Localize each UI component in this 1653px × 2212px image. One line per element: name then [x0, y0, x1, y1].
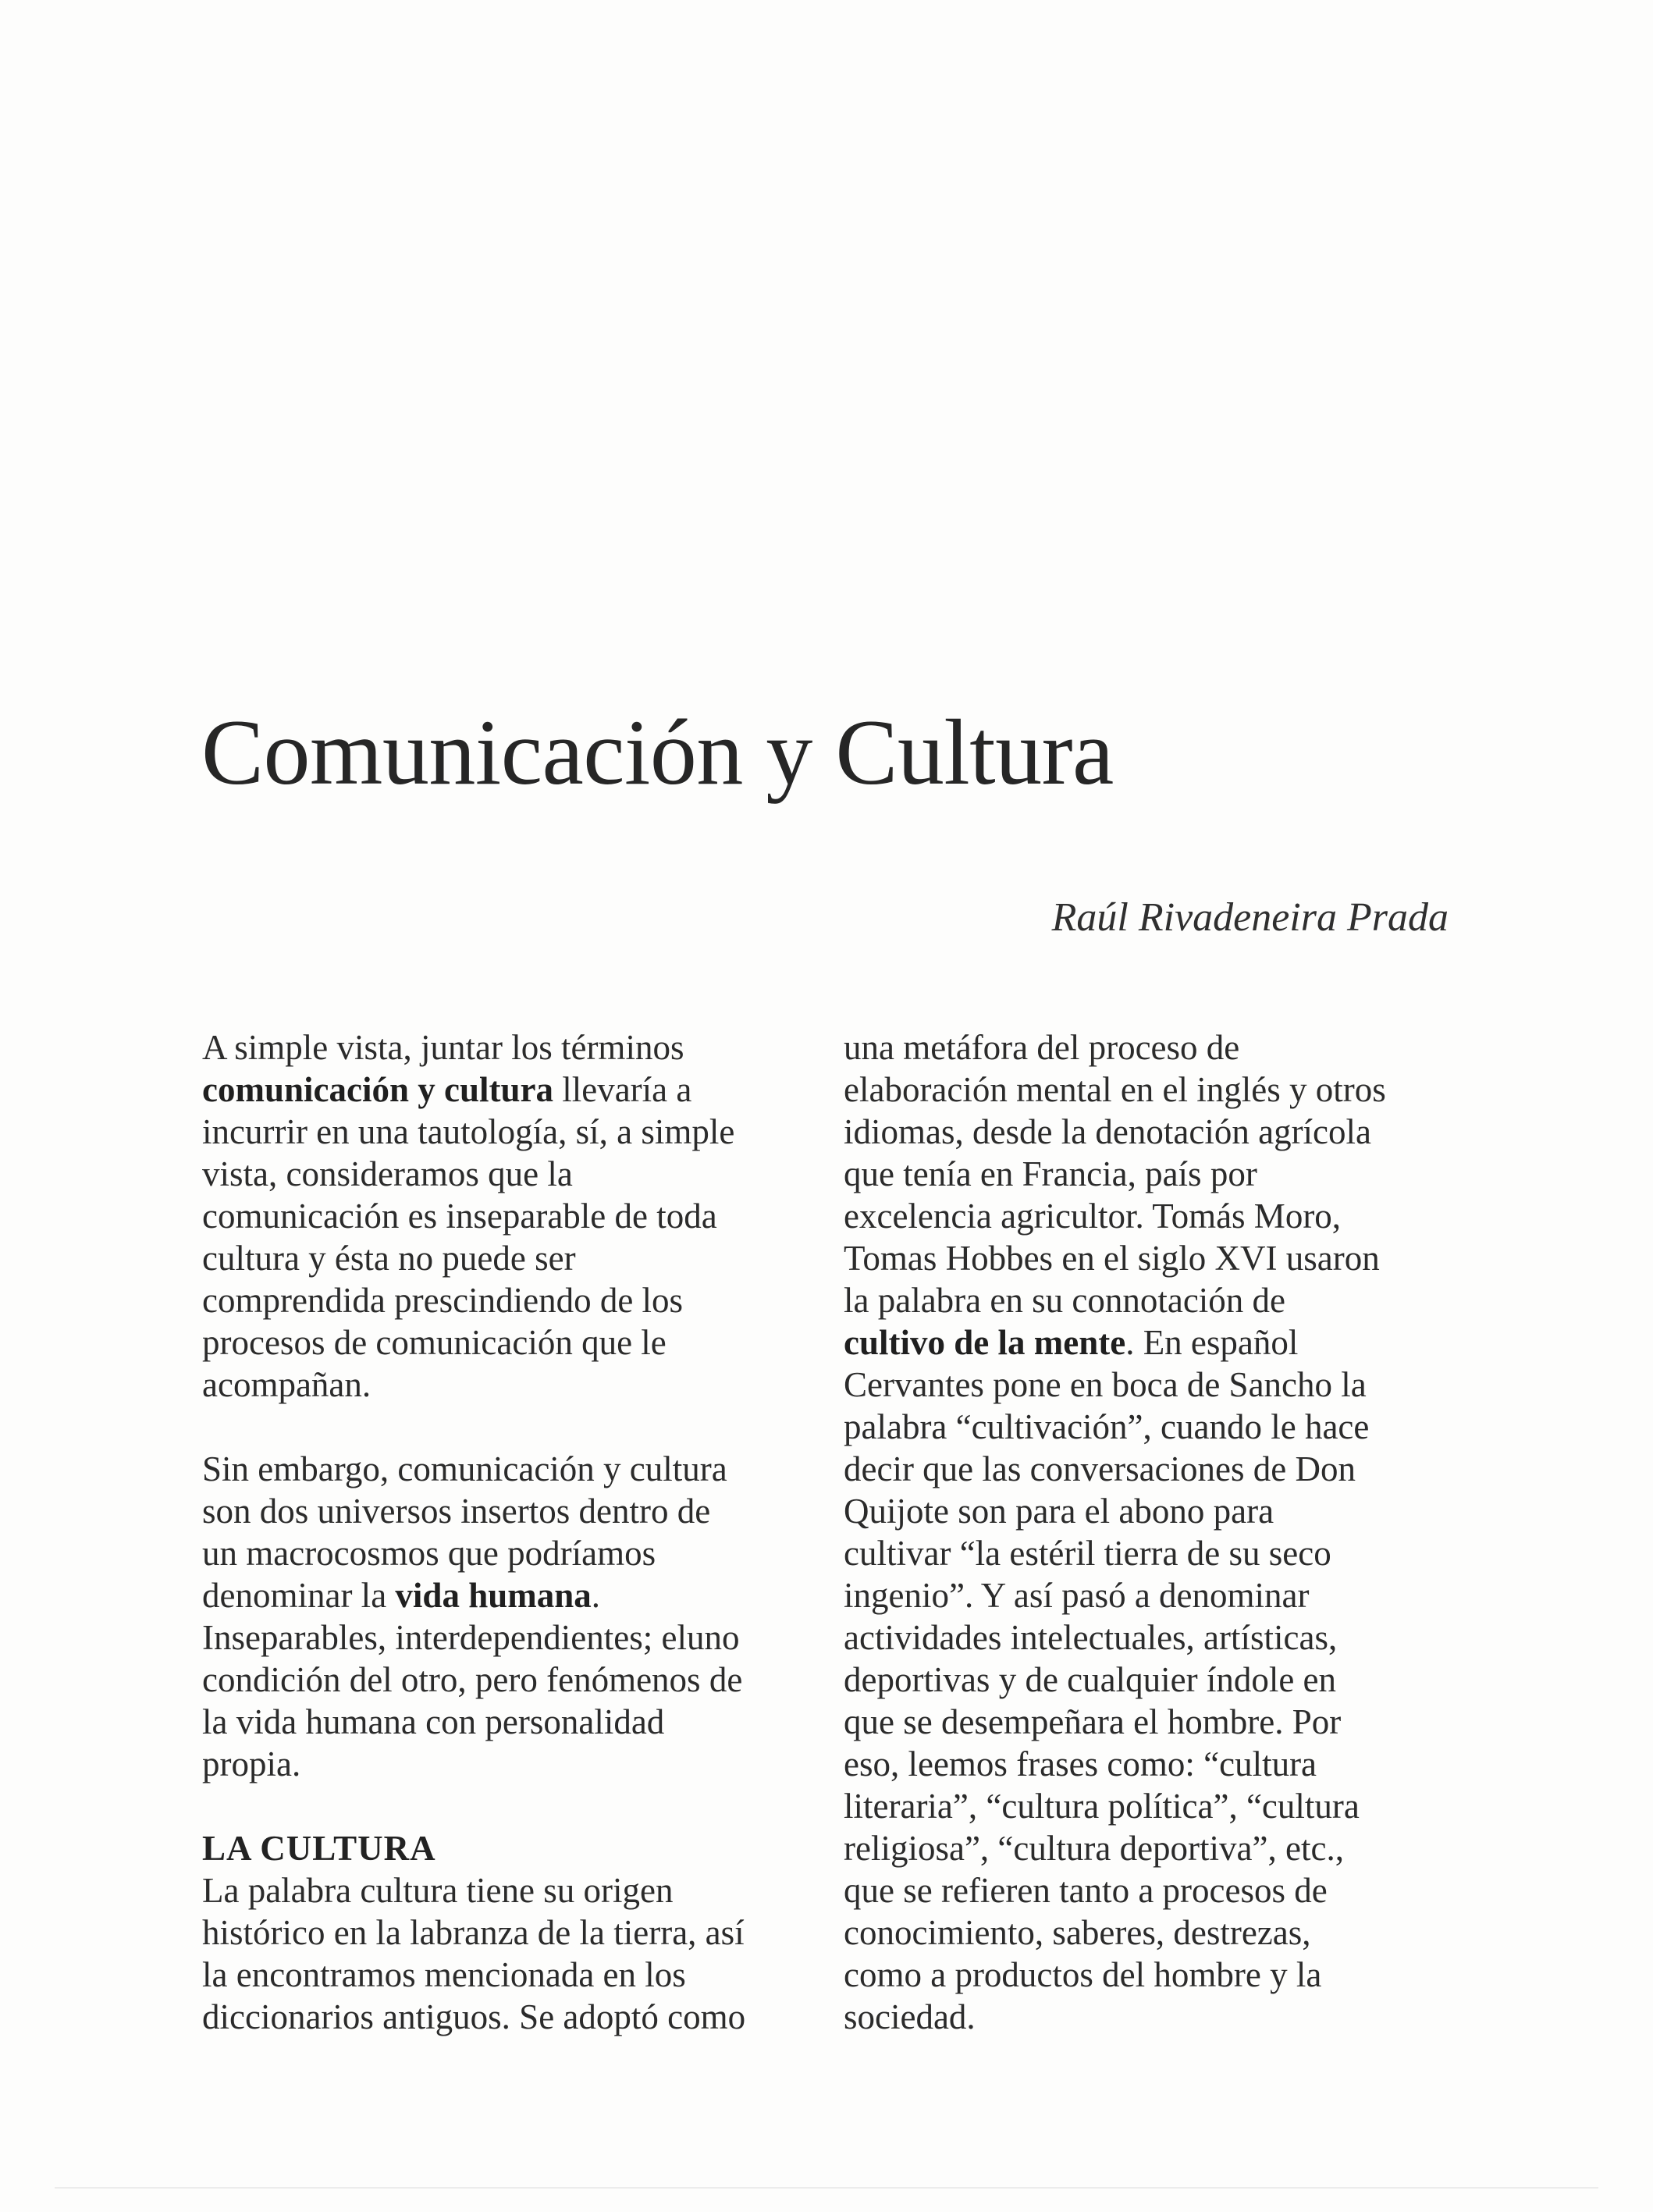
- paragraph-intro: [202, 1026, 826, 1406]
- text-line: condición del otro, pero fenómenos de: [202, 1660, 743, 1699]
- text-line: que se refieren tanto a procesos de: [844, 1871, 1328, 1910]
- text-line: cultura y ésta no puede ser: [202, 1239, 576, 1278]
- text-line: Cervantes pone en boca de Sancho la: [844, 1365, 1367, 1404]
- text-line: idiomas, desde la denotación agrícola: [844, 1112, 1372, 1151]
- text-line: [202, 1574, 826, 1616]
- text-line: como a productos del hombre y la: [844, 1955, 1322, 1994]
- text-line: procesos de comunicación que le: [202, 1323, 667, 1362]
- bold-term: cultivo de la mente: [844, 1323, 1126, 1362]
- text-line: deportivas y de cualquier índole en: [844, 1660, 1337, 1699]
- text-line: religiosa”, “cultura deportiva”, etc.,: [844, 1829, 1344, 1868]
- text-line: Quijote son para el abono para: [844, 1492, 1274, 1531]
- text-line: eso, leemos frases como: “cultura: [844, 1744, 1317, 1783]
- text-fragment: denominar la: [202, 1576, 396, 1615]
- page-title: Comunicación y Cultura: [201, 700, 1114, 804]
- text-line: Tomas Hobbes en el siglo XVI usaron: [844, 1239, 1380, 1278]
- author-byline: Raúl Rivadeneira Prada: [1051, 895, 1449, 940]
- text-line: un macrocosmos que podríamos: [202, 1534, 656, 1573]
- text-line: la encontramos mencionada en los: [202, 1955, 686, 1994]
- text-line: que tenía en Francia, país por: [844, 1154, 1257, 1193]
- bold-term: vida humana: [395, 1576, 592, 1615]
- text-line: histórico en la labranza de la tierra, así: [202, 1913, 745, 1952]
- text-line: Inseparables, interdependientes; eluno: [202, 1618, 740, 1657]
- text-line: diccionarios antiguos. Se adoptó como: [202, 1997, 746, 2036]
- text-line: elaboración mental en el inglés y otros: [844, 1070, 1386, 1109]
- text-line: literaria”, “cultura política”, “cultura: [844, 1787, 1360, 1826]
- text-line: ingenio”. Y así pasó a denominar: [844, 1576, 1310, 1615]
- paragraph-continued: [844, 1026, 1468, 2038]
- text-line: palabra “cultivación”, cuando le hace: [844, 1407, 1370, 1446]
- text-line: que se desempeñara el hombre. Por: [844, 1702, 1342, 1741]
- bold-term: comunicación y cultura: [202, 1070, 553, 1109]
- text-line: acompañan.: [202, 1365, 371, 1404]
- paragraph-universes: [202, 1448, 826, 1785]
- text-line: cultivar “la estéril tierra de su seco: [844, 1534, 1331, 1573]
- text-fragment: llevaría a: [553, 1070, 692, 1109]
- text-line: A simple vista, juntar los términos: [202, 1028, 684, 1067]
- text-fragment: . En español: [1125, 1323, 1299, 1362]
- text-fragment: .: [591, 1576, 601, 1615]
- left-column: [202, 1026, 826, 2038]
- section-heading: LA CULTURA: [202, 1829, 436, 1868]
- text-line: la vida humana con personalidad: [202, 1702, 665, 1741]
- text-line: comunicación es inseparable de toda: [202, 1197, 717, 1236]
- text-line: sociedad.: [844, 1997, 976, 2036]
- text-line: [844, 1321, 1468, 1364]
- text-line: Sin embargo, comunicación y cultura: [202, 1449, 727, 1488]
- text-line: comprendida prescindiendo de los: [202, 1281, 684, 1320]
- paragraph-la-cultura: [202, 1827, 826, 2038]
- text-line: decir que las conversaciones de Don: [844, 1449, 1356, 1488]
- text-line: vista, consideramos que la: [202, 1154, 573, 1193]
- text-line: incurrir en una tautología, sí, a simple: [202, 1112, 735, 1151]
- page-bottom-edge: [55, 2187, 1598, 2189]
- text-line: propia.: [202, 1744, 301, 1783]
- text-line: la palabra en su connotación de: [844, 1281, 1286, 1320]
- text-line: [202, 1069, 826, 1111]
- text-line: una metáfora del proceso de: [844, 1028, 1240, 1067]
- text-line: La palabra cultura tiene su origen: [202, 1871, 674, 1910]
- text-line: conocimiento, saberes, destrezas,: [844, 1913, 1311, 1952]
- text-line: actividades intelectuales, artísticas,: [844, 1618, 1338, 1657]
- text-line: excelencia agricultor. Tomás Moro,: [844, 1197, 1342, 1236]
- right-column: [844, 1026, 1468, 2038]
- text-line: son dos universos insertos dentro de: [202, 1492, 711, 1531]
